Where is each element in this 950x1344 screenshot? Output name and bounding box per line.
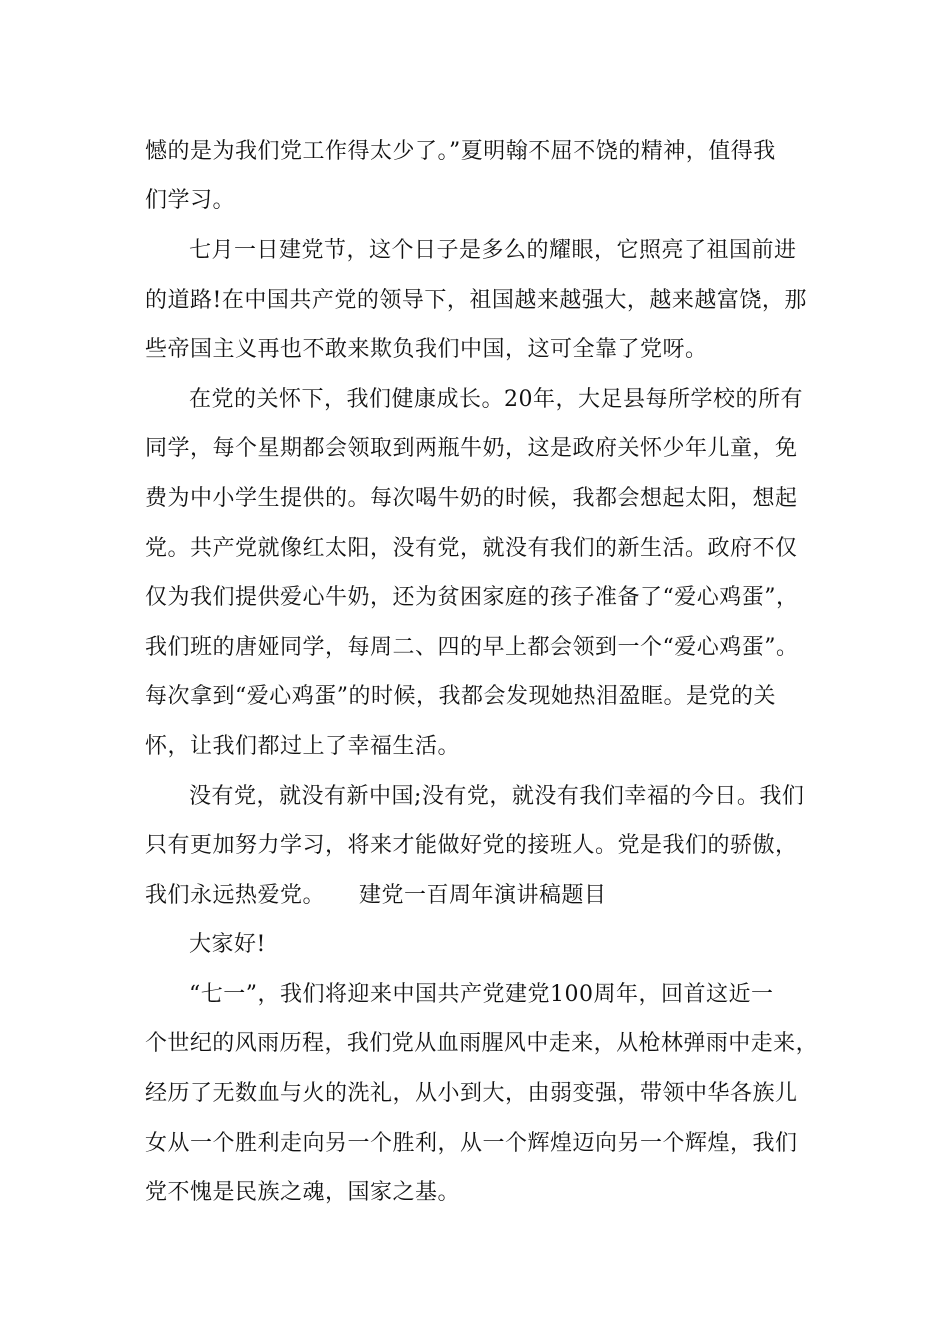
paragraph-start-line: 没有党，就没有新中国;没有党，就没有我们幸福的今日。我们	[189, 784, 805, 809]
text-line: 每次拿到“爱心鸡蛋”的时候，我都会发现她热泪盈眶。是党的关	[145, 684, 776, 709]
text-line: 些帝国主义再也不敢来欺负我们中国，这可全靠了党呀。	[145, 337, 708, 362]
text-line: 费为中小学生提供的。每次喝牛奶的时候，我都会想起太阳，想起	[145, 486, 798, 511]
text-line: 仅为我们提供爱心牛奶，还为贫困家庭的孩子准备了“爱心鸡蛋”，	[145, 585, 799, 610]
text-line: 憾的是为我们党工作得太少了。”夏明翰不屈不饶的精神，值得我	[145, 139, 776, 164]
text-line: 党不愧是民族之魂，国家之基。	[145, 1180, 461, 1205]
text-line: 党。共产党就像红太阳，没有党，就没有我们的新生活。政府不仅	[145, 536, 798, 561]
text-line: 怀，让我们都过上了幸福生活。	[145, 734, 461, 759]
text-line: 个世纪的风雨历程，我们党从血雨腥风中走来，从枪林弹雨中走来，	[145, 1031, 819, 1056]
text-line: 女从一个胜利走向另一个胜利，从一个辉煌迈向另一个辉煌，我们	[145, 1131, 798, 1156]
text-line: 的道路!在中国共产党的领导下，祖国越来越强大，越来越富饶，那	[145, 288, 807, 313]
paragraph-start-line: 在党的关怀下，我们健康成长。20年，大足县每所学校的所有	[189, 387, 803, 412]
text-line: 我们班的唐娅同学，每周二、四的早上都会领到一个“爱心鸡蛋”。	[145, 635, 799, 660]
text-line: 经历了无数血与火的洗礼，从小到大，由弱变强，带领中华各族儿	[145, 1081, 798, 1106]
text-line: 同学，每个星期都会领取到两瓶牛奶，这是政府关怀少年儿童，免	[145, 436, 798, 461]
paragraph-start-line: 七月一日建党节，这个日子是多么的耀眼，它照亮了祖国前进	[189, 238, 797, 263]
paragraph-start-line: “七一”，我们将迎来中国共产党建党100周年，回首这近一	[189, 982, 774, 1007]
text-line: 只有更加努力学习，将来才能做好党的接班人。党是我们的骄傲，	[145, 833, 798, 858]
text-line: 们学习。	[145, 188, 236, 213]
text-line-with-heading: 我们永远热爱党。 建党一百周年演讲稿题目	[145, 883, 607, 908]
greeting-line: 大家好!	[189, 932, 266, 957]
